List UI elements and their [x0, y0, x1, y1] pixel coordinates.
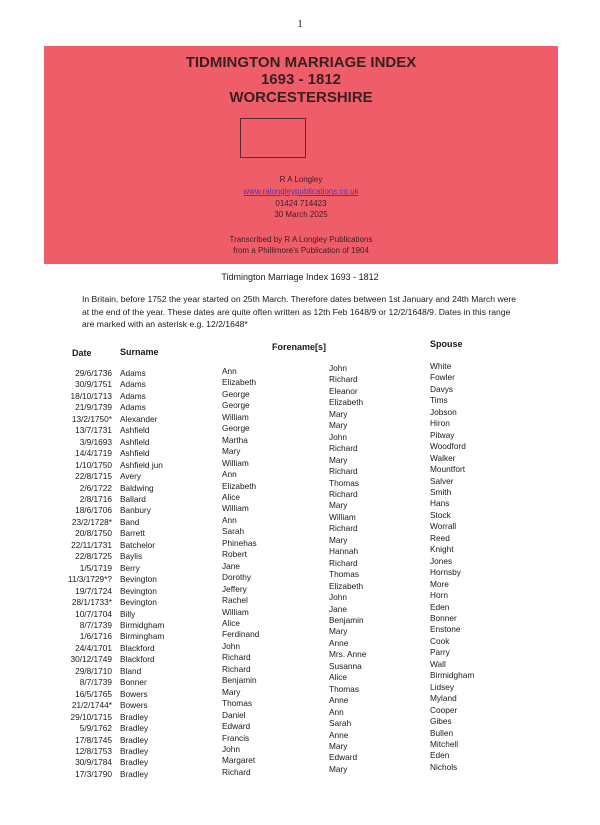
surname-cell: Alexander [120, 413, 158, 424]
forename2-cell: Mary [329, 534, 348, 545]
forename1-cell: Robert [222, 549, 247, 560]
date-cell: 14/4/1719 [75, 448, 112, 459]
forename2-cell: Richard [329, 443, 358, 454]
date-cell: 30/9/1784 [75, 757, 112, 768]
forename2-cell: Mary [329, 500, 348, 511]
forename2-cell: Richard [329, 557, 358, 568]
forename2-cell: Mary [329, 454, 348, 465]
spouse-cell: Jones [430, 555, 453, 566]
surname-cell: Billy [120, 608, 136, 619]
forename2-cell: Richard [329, 466, 358, 477]
forename2-cell: Jane [329, 603, 347, 614]
date-cell: 17/3/1790 [75, 768, 112, 779]
surname-cell: Berry [120, 562, 140, 573]
forename2-cell: John [329, 363, 347, 373]
spouse-cell: Woodford [430, 441, 466, 452]
forename1-cell: Dorothy [222, 572, 252, 583]
date-cell: 20/8/1750 [75, 528, 112, 539]
surname-cell: Banbury [120, 505, 151, 516]
forename2-cell: Alice [329, 672, 347, 683]
surname-cell: Bradley [120, 734, 149, 745]
surname-cell: Bradley [120, 745, 149, 756]
forename1-cell: Richard [222, 652, 251, 663]
forename1-cell: Sarah [222, 526, 245, 537]
forename1-cell: William [222, 457, 249, 468]
date-cell: 18/6/1706 [75, 505, 112, 516]
spouse-cell: Hiron [430, 418, 450, 429]
forename2-cell: Edward [329, 752, 358, 763]
surname-cell: Avery [120, 471, 142, 482]
forename2-cell: Mary [329, 408, 348, 419]
forename1-cell: Francis [222, 732, 250, 743]
surname-cell: Batchelor [120, 539, 156, 550]
spouse-cell: Mitchell [430, 738, 459, 749]
spouse-cell: Bullen [430, 727, 454, 738]
forename1-cell: George [222, 400, 250, 411]
logo-box [240, 118, 306, 158]
date-cell: 13/7/1731 [75, 425, 112, 436]
forename2-cell: Mary [329, 740, 348, 751]
forename1-cell: Ann [222, 514, 237, 525]
cover-date: 30 March 2025 [274, 210, 328, 219]
date-cell: 16/5/1765 [75, 688, 112, 699]
surname-cell: Bradley [120, 723, 149, 734]
forename1-cell: John [222, 743, 240, 754]
transcribed-line-2: from a Phillimore's Publication of 1904 [233, 246, 369, 255]
forename2-cell: Richard [329, 488, 358, 499]
surname-cell: Ashfield jun [120, 459, 163, 470]
date-cell: 21/9/1739 [75, 402, 112, 413]
spouse-cell: Stock [430, 509, 451, 520]
date-column [54, 368, 112, 780]
forename1-cell: Ferdinand [222, 629, 260, 640]
forename2-cell: Benjamin [329, 614, 364, 625]
spouse-cell: Knight [430, 544, 454, 555]
spouse-cell: Horn [430, 590, 448, 601]
date-cell: 12/8/1753 [75, 745, 112, 756]
spouse-cell: Pitway [430, 429, 455, 440]
surname-cell: Bevington [120, 597, 157, 608]
forename1-cell: Mary [222, 686, 241, 697]
forename1-cell: Alice [222, 617, 240, 628]
spouse-cell: Worrall [430, 521, 457, 532]
intro-paragraph: In Britain, before 1752 the year started on 25th March. Therefore dates between 1st January and 24th March were at the end of the year. These dates are quite often written as 12th Feb 1648/9 or 12/2/1648/9. Dates in this range are marked with an asterisk e.g. 12/2/1648* [82, 294, 517, 329]
forename-column-1 [222, 366, 322, 778]
forename1-cell: William [222, 503, 249, 514]
spouse-cell: White [430, 361, 452, 371]
spouse-cell: Lidsey [430, 681, 454, 692]
cover-phone: 01424 714423 [275, 199, 327, 208]
date-cell: 22/11/1731 [71, 539, 112, 550]
surname-cell: Adams [120, 390, 146, 401]
date-cell: 19/7/1724 [75, 585, 112, 596]
website-link[interactable]: www.ralongleypublications.co.uk [243, 187, 359, 196]
spouse-cell: Reed [430, 532, 450, 543]
spouse-cell: Walker [430, 452, 456, 463]
header-surname: Surname [120, 347, 159, 357]
forename1-cell: Jane [222, 560, 240, 571]
forename1-cell: Thomas [222, 698, 252, 709]
date-cell: 1/6/1716 [79, 631, 112, 642]
surname-cell: Ballard [120, 493, 146, 504]
forename2-cell: Mary [329, 420, 348, 431]
surname-cell: Baldwing [120, 482, 154, 493]
date-cell: 11/3/1729*? [67, 574, 112, 585]
spouse-cell: Cook [430, 635, 450, 646]
date-cell: 3/9/1693 [79, 436, 112, 447]
surname-cell: Bevington [120, 585, 157, 596]
spouse-cell: Smith [430, 486, 452, 497]
date-cell: 10/7/1704 [75, 608, 112, 619]
surname-cell: Bowers [120, 688, 148, 699]
spouse-cell: Fowler [430, 372, 455, 383]
surname-cell: Baylis [120, 551, 143, 562]
cover-title: TIDMINGTON MARRIAGE INDEX [185, 54, 417, 71]
spouse-cell: Wall [430, 658, 446, 669]
spouse-cell: Eden [430, 750, 450, 761]
forename2-cell: Thomas [329, 477, 359, 488]
forename1-cell: Ann [222, 366, 237, 376]
forename2-cell: Mary [329, 626, 348, 637]
forename2-cell: Anne [329, 729, 349, 740]
surname-cell: Adams [120, 402, 146, 413]
surname-cell: Ashfield [120, 425, 150, 436]
spouse-cell: Enstone [430, 624, 461, 635]
surname-cell: Birmidgham [120, 619, 165, 630]
surname-cell: Adams [120, 379, 146, 390]
surname-cell: Birmingham [120, 631, 165, 642]
forename1-cell: Ann [222, 469, 237, 480]
forename1-cell: Phinehas [222, 537, 257, 548]
surname-cell: Blackford [120, 642, 155, 653]
forename1-cell: Alice [222, 491, 240, 502]
spouse-cell: Tims [430, 395, 448, 406]
forename2-cell: Richard [329, 523, 358, 534]
forename2-cell: William [329, 511, 356, 522]
spouse-column [430, 361, 540, 773]
forename2-cell: Hannah [329, 546, 359, 557]
header-spouse: Spouse [430, 339, 463, 349]
spouse-cell: Nichols [430, 761, 458, 772]
forename2-cell: Ann [329, 706, 344, 717]
cover-years: 1693 - 1812 [260, 71, 342, 88]
date-cell: 2/6/1722 [79, 482, 112, 493]
date-cell: 22/8/1715 [75, 471, 112, 482]
index-title: Tidmington Marriage Index 1693 - 1812 [221, 272, 379, 282]
forename1-cell: William [222, 606, 249, 617]
forename-column-2 [329, 363, 429, 775]
date-cell: 18/10/1713 [70, 390, 112, 401]
forename1-cell: George [222, 388, 250, 399]
surname-cell: Bland [120, 665, 142, 676]
date-cell: 30/12/1749 [70, 654, 112, 665]
cover-author: R A Longley [279, 175, 323, 184]
surname-cell: Blackford [120, 654, 155, 665]
date-cell: 17/8/1745 [75, 734, 112, 745]
surname-cell: Bonner [120, 677, 147, 688]
date-cell: 1/10/1750 [75, 459, 112, 470]
date-cell: 23/2/1728* [71, 516, 112, 527]
forename2-cell: John [329, 431, 347, 442]
forename2-cell: Anne [329, 695, 349, 706]
date-cell: 28/1/1733* [71, 597, 112, 608]
transcribed-line-1: Transcribed by R A Longley Publications [229, 235, 373, 244]
forename1-cell: Mary [222, 446, 241, 457]
spouse-cell: Parry [430, 647, 450, 658]
spouse-cell: Hornsby [430, 567, 461, 578]
forename1-cell: William [222, 411, 249, 422]
date-cell: 30/9/1751 [75, 379, 112, 390]
date-cell: 8/7/1739 [79, 619, 112, 630]
date-cell: 24/4/1701 [75, 642, 112, 653]
forename1-cell: Benjamin [222, 675, 257, 686]
spouse-cell: More [430, 578, 449, 589]
spouse-cell: Cooper [430, 704, 458, 715]
spouse-cell: Birmidgham [430, 670, 475, 681]
date-cell: 21/2/1744* [71, 700, 112, 711]
spouse-cell: Gibes [430, 716, 452, 727]
forename2-cell: Anne [329, 637, 349, 648]
spouse-cell: Jobson [430, 406, 457, 417]
forename1-cell: Martha [222, 434, 248, 445]
spouse-cell: Davys [430, 383, 454, 394]
date-cell: 29/6/1736 [75, 368, 112, 378]
surname-column [120, 368, 220, 780]
surname-cell: Bradley [120, 757, 149, 768]
forename1-cell: Elizabeth [222, 377, 257, 388]
forename2-cell: Thomas [329, 569, 359, 580]
surname-cell: Bradley [120, 711, 149, 722]
date-cell: 13/2/1750* [71, 413, 112, 424]
forename2-cell: Mary [329, 763, 348, 774]
date-cell: 1/5/1719 [79, 562, 112, 573]
forename1-cell: Jeffery [222, 583, 247, 594]
spouse-cell: Hans [430, 498, 450, 509]
forename1-cell: John [222, 640, 240, 651]
surname-cell: Bowers [120, 700, 148, 711]
date-cell: 29/10/1715 [70, 711, 112, 722]
surname-cell: Barrett [120, 528, 145, 539]
surname-cell: Band [120, 516, 140, 527]
surname-cell: Ashfield [120, 448, 150, 459]
forename2-cell: Susanna [329, 660, 362, 671]
spouse-cell: Bonner [430, 612, 457, 623]
date-cell: 22/8/1725 [75, 551, 112, 562]
forename1-cell: Edward [222, 721, 251, 732]
date-cell: 2/8/1716 [79, 493, 112, 504]
page-number: 1 [297, 18, 303, 30]
forename2-cell: Elizabeth [329, 580, 364, 591]
surname-cell: Bevington [120, 574, 157, 585]
cover-panel [44, 46, 558, 264]
surname-cell: Ashfield [120, 436, 150, 447]
date-cell: 29/8/1710 [75, 665, 112, 676]
forename1-cell: Rachel [222, 595, 248, 606]
surname-cell: Adams [120, 368, 146, 378]
forename1-cell: Daniel [222, 709, 246, 720]
spouse-cell: Myland [430, 693, 457, 704]
cover-county: WORCESTERSHIRE [229, 89, 373, 106]
forename2-cell: Eleanor [329, 385, 358, 396]
date-cell: 5/9/1762 [79, 723, 112, 734]
forename1-cell: George [222, 423, 250, 434]
forename1-cell: Richard [222, 766, 251, 777]
forename1-cell: Margaret [222, 755, 256, 766]
forename2-cell: John [329, 592, 347, 603]
forename2-cell: Thomas [329, 683, 359, 694]
header-date: Date [72, 348, 92, 358]
forename1-cell: Elizabeth [222, 480, 257, 491]
spouse-cell: Eden [430, 601, 450, 612]
surname-cell: Bradley [120, 768, 149, 779]
date-cell: 8/7/1739 [79, 677, 112, 688]
forename1-cell: Richard [222, 663, 251, 674]
spouse-cell: Mountfort [430, 464, 466, 475]
forename2-cell: Sarah [329, 718, 352, 729]
spouse-cell: Salver [430, 475, 454, 486]
forename2-cell: Mrs. Anne [329, 649, 367, 660]
forename2-cell: Richard [329, 374, 358, 385]
forename2-cell: Elizabeth [329, 397, 364, 408]
header-forenames: Forename[s] [272, 342, 327, 352]
